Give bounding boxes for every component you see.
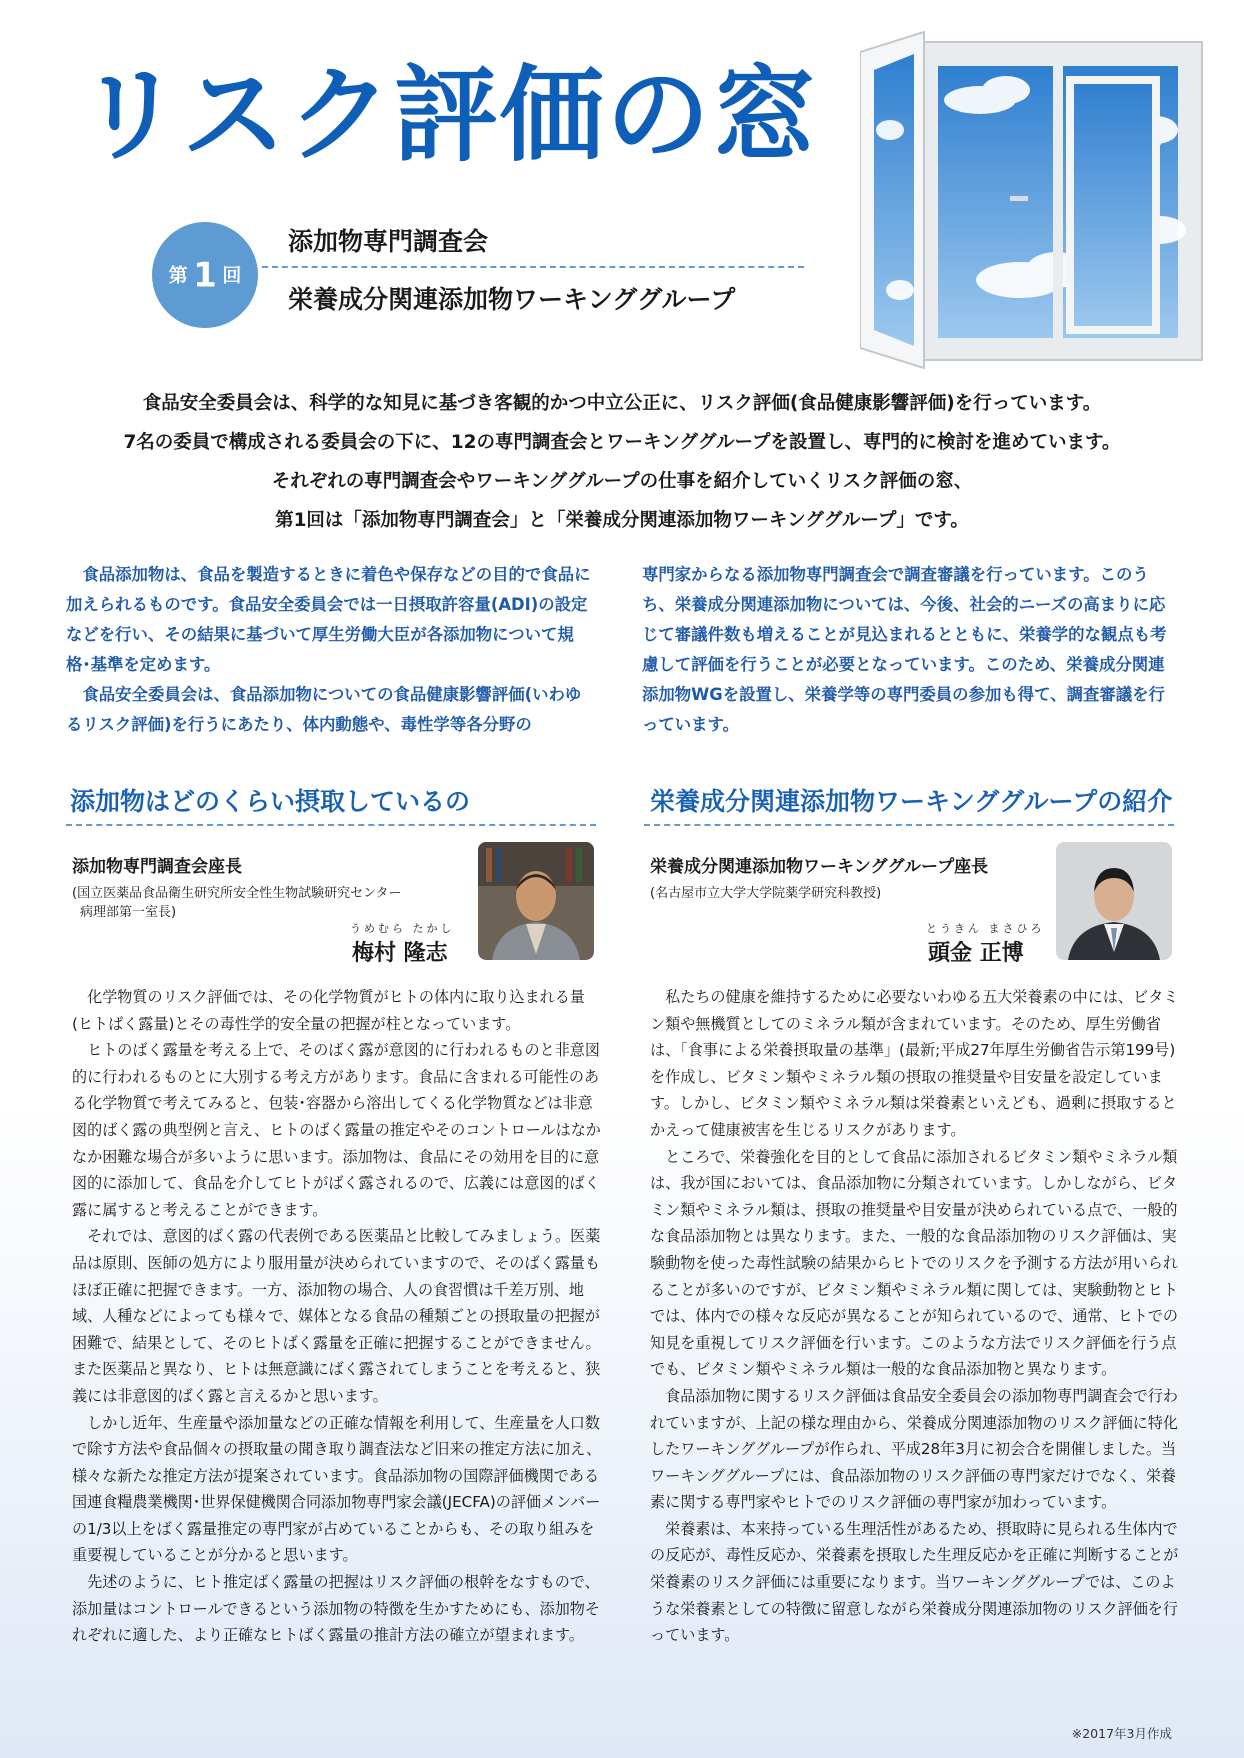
overview-left [66, 560, 596, 740]
chair-name: 梅村 隆志 [352, 941, 448, 966]
chair-affiliation [650, 884, 881, 903]
intake-article [72, 984, 602, 1649]
section-divider [644, 824, 1174, 826]
section-title-wg-intro: 栄養成分関連添加物ワーキンググループの紹介 [650, 787, 1173, 816]
creation-date-note: ※2017年3月作成 [1071, 1726, 1172, 1741]
open-window-sky-image [860, 30, 1208, 370]
chair-title: 添加物専門調査会座長 [72, 857, 242, 877]
subtitle-divider [262, 266, 804, 268]
article-paragraph: 私たちの健康を維持するために必要ないわゆる五大栄養素の中には、ビタミン類や無機質としてのミネラル類が含まれています。そのため、厚生労働省は、「食事による栄養摂取量の基準」(最新;平成27年厚生労働省告示第199号)を作成し、ビタミン類やミネラル類の摂取の推奨量や目安量を設定しています。しかし、ビタミン類やミネラル類は栄養素といえども、過剰に摂取するとかえって健康被害を生じるリスクがあります。 [650, 988, 1179, 1139]
overview-right [642, 560, 1172, 740]
article-paragraph: それでは、意図的ばく露の代表例である医薬品と比較してみましょう。医薬品は原則、医師の処方により服用量が決められていますので、そのばく露量もほぼ正確に把握できます。一方、添加物の場合、人の食習慣は千差万別、地域、人種などによっても様々で、媒体となる食品の種類ごとの摂取量の把握が困難で、結果として、そのヒトばく露量を正確に把握することができません。また医薬品と異なり、ヒトは無意識にばく露されてしまうことを考えると、狭義には非意図的ばく露と言えるかと思います。 [72, 1227, 601, 1405]
article-paragraph: 化学物質のリスク評価では、その化学物質がヒトの体内に取り込まれる量(ヒトばく露量)とその毒性学的安全量の把握が柱となっています。 [72, 988, 585, 1033]
affiliation-line: (名古屋市立大学大学院薬学研究科教授) [650, 886, 882, 901]
badge-suffix: 回 [222, 264, 242, 287]
page-title: リスク評価の窓 [78, 54, 818, 176]
badge-number: 1 [193, 255, 217, 296]
article-paragraph: 栄養素は、本来持っている生理活性があるため、摂取時に見られる生体内での反応が、毒性反応か、栄養素を摂取した生理反応かを正確に判断することが栄養素のリスク評価には重要になります。当ワーキンググループでは、このような栄養素としての特徴に留意しながら栄養成分関連添加物のリスク評価を行っています。 [650, 1519, 1179, 1645]
issue-badge [152, 222, 258, 328]
affiliation-line: (国立医薬品食品衛生研究所安全性生物試験研究センター [72, 886, 402, 901]
overview-paragraph: 食品添加物は、食品を製造するときに着色や保存などの目的で食品に加えられるものです。食品安全委員会では一日摂取許容量(ADI)の設定などを行い、その結果に基づいて厚生労働大臣が各添加物について規格･基準を定めます。 [66, 565, 591, 674]
intro-line: 7名の委員で構成される委員会の下に、12の専門調査会とワーキンググループを設置し、専門的に検討を進めています。 [123, 432, 1121, 453]
affiliation-line: 病理部第一室長) [80, 905, 177, 920]
intro-line: 第1回は「添加物専門調査会」と「栄養成分関連添加物ワーキンググループ」です。 [275, 510, 969, 531]
wg-article [650, 984, 1180, 1649]
intro-line: それぞれの専門調査会やワーキンググループの仕事を紹介していくリスク評価の窓、 [271, 471, 973, 492]
intro-block [60, 384, 1184, 540]
overview-paragraph: 食品安全委員会は、食品添加物についての食品健康影響評価(いわゆるリスク評価)を行うにあたり、体内動態や、毒性学等各分野の [66, 685, 582, 734]
portrait-tokin [1056, 842, 1172, 960]
name-ruby: とうきん まさひろ [926, 922, 1045, 935]
article-paragraph: 先述のように、ヒト推定ばく露量の把握はリスク評価の根幹をなすもので、添加量はコントロールできるという添加物の特徴を生かすためにも、添加物それぞれに適した、より正確なヒトばく露量の推計方法の確立が望まれます。 [72, 1573, 600, 1645]
subtitle-working-group: 栄養成分関連添加物ワーキンググループ [288, 285, 736, 314]
article-paragraph: ところで、栄養強化を目的として食品に添加されるビタミン類やミネラル類は、我が国においては、食品添加物に分類されています。しかしながら、ビタミン類やミネラル類は、摂取の推奨量や目安量が決められている点で、一般的な食品添加物とは異なります。また、一般的な食品添加物のリスク評価は、実験動物を使った毒性試験の結果からヒトでのリスクを予測する方法が用いられることが多いのですが、ビタミン類やミネラル類に関しては、実験動物とヒトでは、体内での様々な反応が異なることが知られているので、通常、ヒトでの知見を重視してリスク評価を行います。このような方法でリスク評価を行う点でも、ビタミン類やミネラル類は一般的な食品添加物と異なります。 [650, 1147, 1178, 1379]
name-ruby: うめむら たかし [350, 922, 455, 935]
portrait-umemura [478, 842, 594, 960]
overview-paragraph: 専門家からなる添加物専門調査会で調査審議を行っています。このうち、栄養成分関連添加物については、今後、社会的ニーズの高まりに応じて審議件数も増えることが見込まれるとともに、栄養学的な観点も考慮して評価を行うことが必要となっています。このため、栄養成分関連添加物WGを設置し、栄養学等の専門委員の参加も得て、調査審議を行っています。 [642, 565, 1167, 734]
subtitle-committee: 添加物専門調査会 [288, 227, 489, 256]
article-paragraph: ヒトのばく露量を考える上で、そのばく露が意図的に行われるものと非意図的に行われるものとに大別する考え方があります。食品に含まれる可能性のある化学物質で考えてみると、包装･容器から溶出してくる化学物質などは非意図的ばく露の典型例と言え、ヒトのばく露量の推定やそのコントロールはなかなか困難な場合が多いように思います。添加物は、食品にその効用を目的に意図的に添加して、食品を介してヒトがばく露されるので、広義には意図的ばく露に属すると考えることができます。 [72, 1041, 601, 1219]
chair-affiliation [72, 884, 402, 922]
chair-name: 頭金 正博 [928, 941, 1024, 966]
section-title-intake: 添加物はどのくらい摂取しているの [70, 787, 471, 816]
badge-prefix: 第 [168, 264, 188, 287]
article-paragraph: しかし近年、生産量や添加量などの正確な情報を利用して、生産量を人口数で除す方法や食品個々の摂取量の聞き取り調査法など旧来の推定方法に加え、様々な新たな推定方法が提案されています。食品添加物の国際評価機関である国連食糧農業機関･世界保健機関合同添加物専門家会議(JECFA)の評価メンバーの1/3以上をばく露量推定の専門家が占めていることからも、その取り組みを重要視していることが分かると思います。 [72, 1413, 602, 1565]
section-divider [66, 824, 596, 826]
intro-line: 食品安全委員会は、科学的な知見に基づき客観的かつ中立公正に、リスク評価(食品健康影響評価)を行っています。 [142, 393, 1102, 414]
chair-title: 栄養成分関連添加物ワーキンググループ座長 [650, 857, 989, 877]
article-paragraph: 食品添加物に関するリスク評価は食品安全委員会の添加物専門調査会で行われていますが、上記の様な理由から、栄養成分関連添加物のリスク評価に特化したワーキンググループが作られ、平成28年3月に初会合を開催しました。当ワーキンググループには、食品添加物のリスク評価の専門家だけでなく、栄養素に関する専門家やヒトでのリスク評価の専門家が加わっています。 [650, 1386, 1178, 1512]
